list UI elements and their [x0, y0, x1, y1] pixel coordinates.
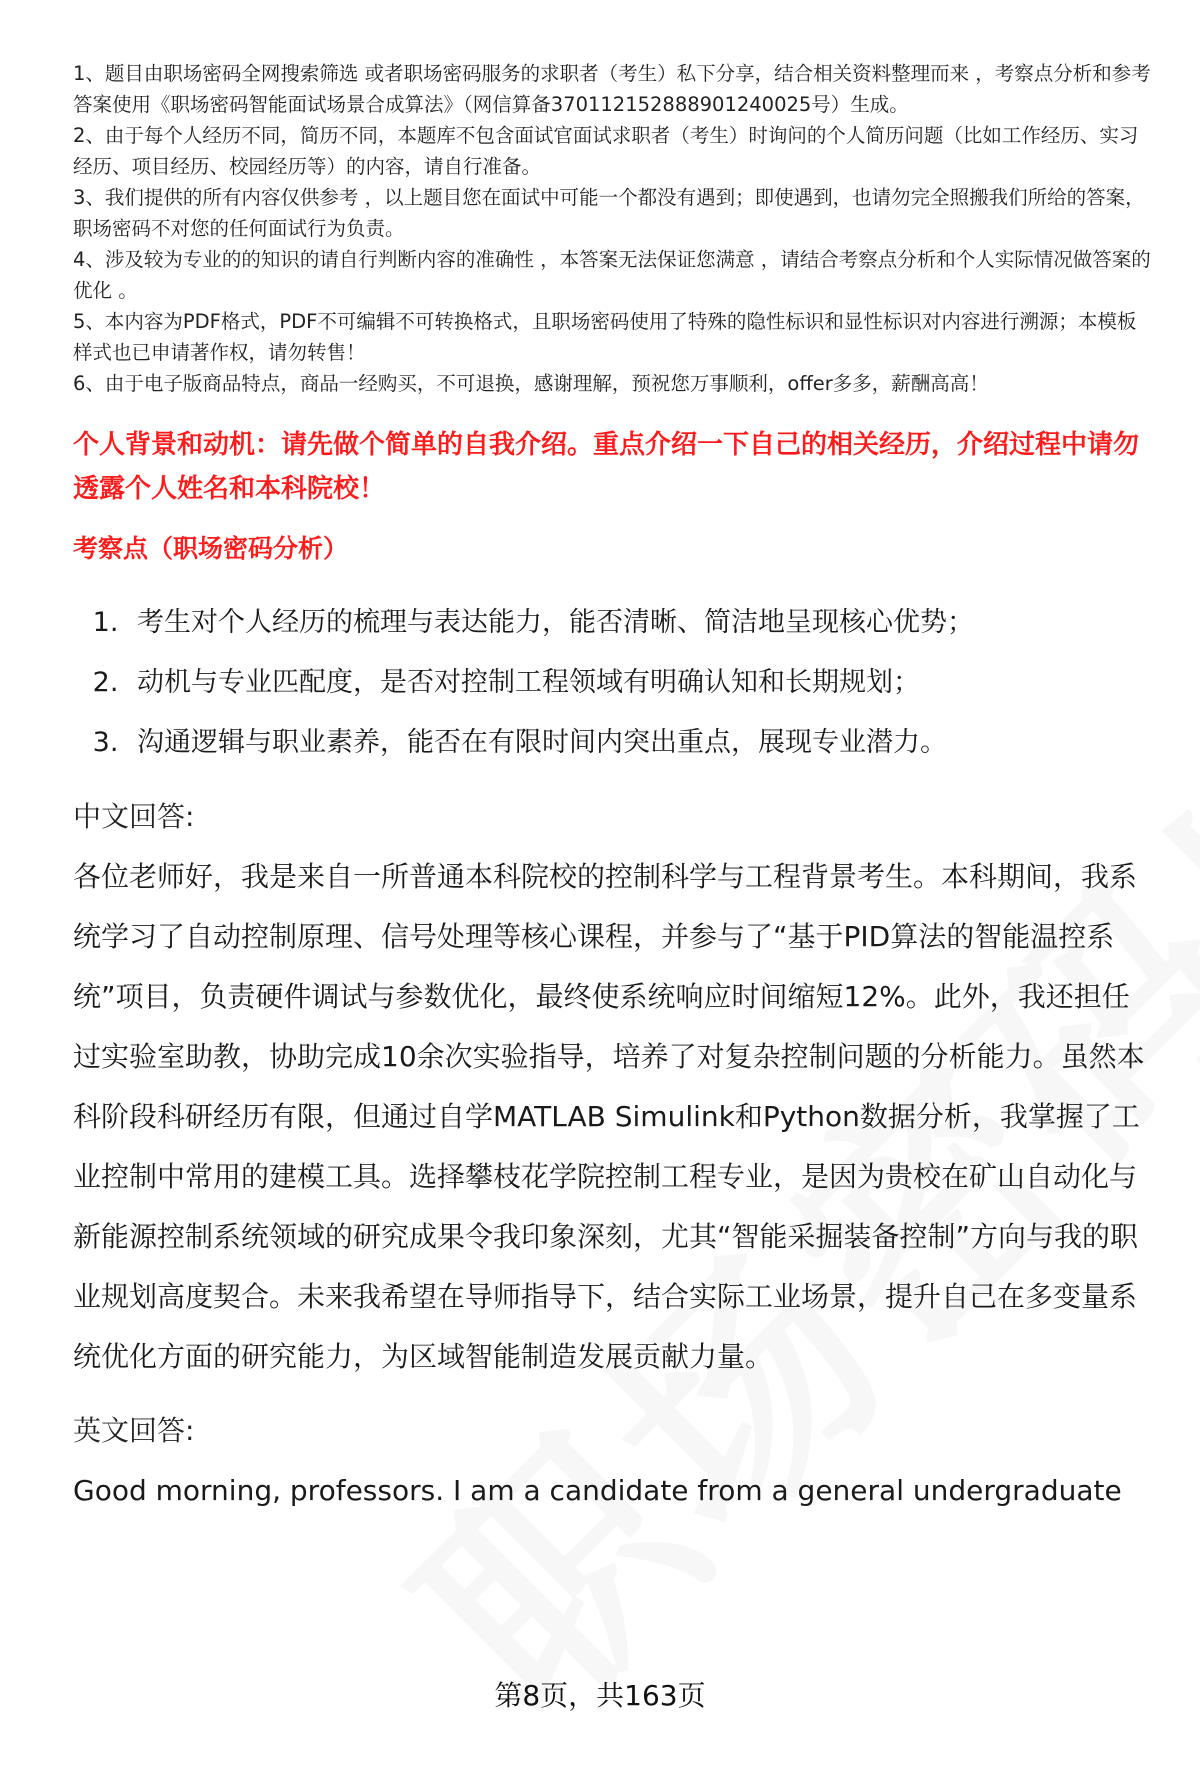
chinese-answer-label: 中文回答:	[73, 800, 195, 833]
disclaimer-item-2: 2、由于每个人经历不同，简历不同，本题库不包含面试官面试求职者（考生）时询问的个人简历问题（比如工作经历、实习经历、项目经历、校园经历等）的内容，请自行准备。	[73, 124, 1139, 178]
english-answer-label: 英文回答:	[73, 1414, 195, 1447]
disclaimer-item-6: 6、由于电子版商品特点，商品一经购买，不可退换，感谢理解，预祝您万事顺利，offer多多，薪酬高高！	[73, 372, 989, 395]
disclaimer-item-4: 4、涉及较为专业的的知识的请自行判断内容的准确性 ，本答案无法保证您满意 ，请结合考察点分析和个人实际情况做答案的优化 。	[73, 248, 1151, 302]
english-answer-text: Good morning, professors. I am a candidate from a general undergraduate	[73, 1474, 1122, 1507]
document-page	[73, 58, 1153, 1521]
focus-list	[73, 593, 1153, 773]
disclaimer-block	[73, 58, 1153, 399]
page-footer: 第8页，共163页	[494, 1679, 706, 1712]
focus-heading: 考察点（职场密码分析）	[73, 534, 349, 563]
disclaimer-item-1: 1、题目由职场密码全网搜索筛选 或者职场密码服务的求职者（考生）私下分享，结合相关资料整理而来 ，考察点分析和参考答案使用《职场密码智能面试场景合成算法》（网信算备370112152888901240025号）生成。	[73, 62, 1151, 116]
focus-point-2: 2. 动机与专业匹配度，是否对控制工程领域有明确认知和长期规划；	[127, 653, 1153, 713]
focus-point-1: 1. 考生对个人经历的梳理与表达能力，能否清晰、简洁地呈现核心优势；	[127, 593, 1153, 653]
interview-question: 个人背景和动机：请先做个简单的自我介绍。重点介绍一下自己的相关经历，介绍过程中请勿透露个人姓名和本科院校！	[73, 430, 1140, 504]
focus-point-3: 3. 沟通逻辑与职业素养，能否在有限时间内突出重点，展现专业潜力。	[127, 713, 1153, 773]
disclaimer-item-5: 5、本内容为PDF格式，PDF不可编辑不可转换格式，且职场密码使用了特殊的隐性标识和显性标识对内容进行溯源；本模板样式也已申请著作权，请勿转售！	[73, 310, 1137, 364]
disclaimer-item-3: 3、我们提供的所有内容仅供参考 ，以上题目您在面试中可能一个都没有遇到；即使遇到，也请勿完全照搬我们所给的答案，职场密码不对您的任何面试行为负责。	[73, 186, 1145, 240]
chinese-answer-text: 各位老师好，我是来自一所普通本科院校的控制科学与工程背景考生。本科期间，我系统学习了自动控制原理、信号处理等核心课程，并参与了“基于PID算法的智能温控系统”项目，负责硬件调试与参数优化，最终使系统响应时间缩短12%。此外，我还担任过实验室助教，协助完成10余次实验指导，培养了对复杂控制问题的分析能力。虽然本科阶段科研经历有限，但通过自学MATLAB Simulink和Python数据分析，我掌握了工业控制中常用的建模工具。选择攀枝花学院控制工程专业，是因为贵校在矿山自动化与新能源控制系统领域的研究成果令我印象深刻，尤其“智能采掘装备控制”方向与我的职业规划高度契合。未来我希望在导师指导下，结合实际工业场景，提升自己在多变量系统优化方面的研究能力，为区域智能制造发展贡献力量。	[73, 860, 1145, 1373]
